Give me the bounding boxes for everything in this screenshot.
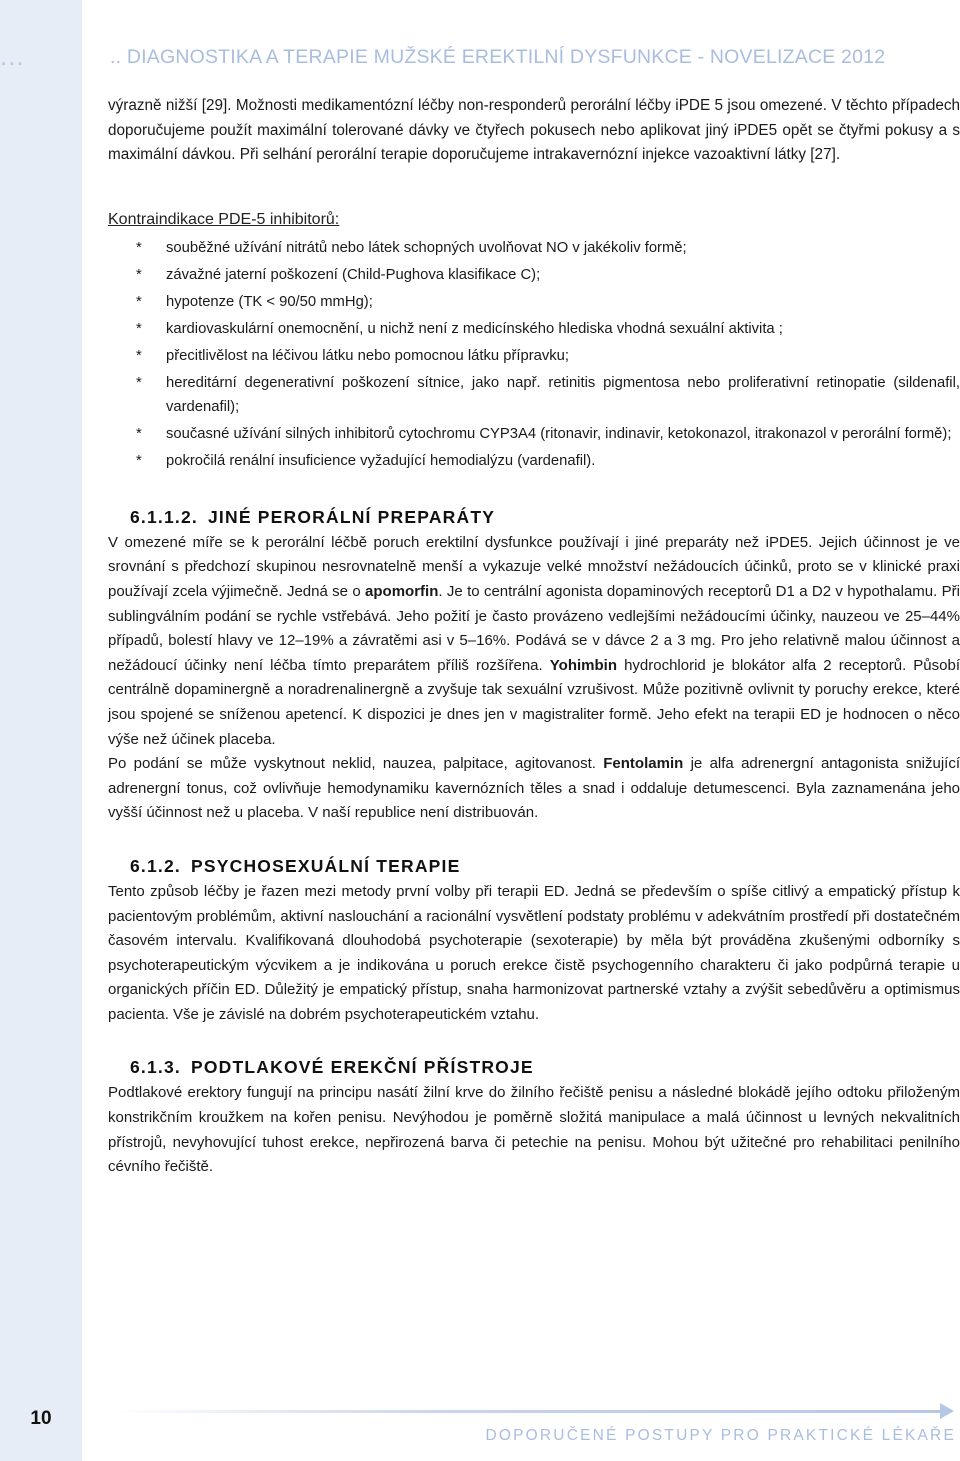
section-heading-vacuum-devices — [130, 1055, 960, 1079]
list-item — [108, 290, 960, 314]
header-dots: ... — [0, 41, 25, 71]
term-yohimbin: Yohimbin — [549, 656, 617, 674]
psychosexual-therapy-paragraph: Tento způsob léčby je řazen mezi metody první volby při terapii ED. Jedná se především o spíše citlivý a empatický přístup k pacientovým problémům, aktivní naslouchání a racionální vysvětlení podstaty problému v adekvátním prostředí při dostatečném časovém intervalu. Kvalifikovaná dlouhodobá psychoterapie (sexoterapie) by měla být prováděna zkušenými odborníky s psychoterapeutickým výcvikem a je indikována u poruch erekce čistě psychogenního charakteru či jako podpůrná terapie u organických příčin ED. Důležitý je empatický přístup, snaha harmonizovat partnerské vztahy a zvýšit sebedůvěru a optimismus pacienta. Vše je závislé na dobrém psychoterapeutickém vztahu. — [108, 882, 960, 1023]
page-content — [108, 94, 960, 1180]
text-run: Po podání se může vyskytnout neklid, nauzea, palpitace, agitovanost. — [108, 755, 604, 773]
footer-arrow-icon — [940, 1403, 954, 1419]
running-header — [0, 38, 960, 78]
bullet-star: * — [136, 320, 142, 337]
text-run: je alfa adrenergní antagonista snižující adrenergní tonus, což ovlivňuje hemodynamiku kavernózních těles a snad i oddaluje detumescenci. Byla zaznamenána jeho vyšší účinnost než u placeba. V naší republice není distribuován. — [108, 755, 960, 822]
oral-preparations-paragraph-1 — [108, 531, 960, 752]
list-item — [108, 236, 960, 260]
list-item-text: souběžné užívání nitrátů nebo látek schopných uvolňovat NO v jakékoliv formě; — [166, 239, 687, 256]
vacuum-devices-paragraph: Podtlakové erektory fungují na principu nasátí žilní krve do žilního řečiště penisu a následné blokádě jejího odtoku přiloženým konstrikčním kroužkem na kořen penisu. Nevýhodou je poměrně složitá manipulace a malá účinnost u levných nekvalitních přístrojů, nevyhovující tuhost erekce, nepřirozená barva či petechie na penisu. Mohou být užitečné pro rehabilitaci penilního cévního řečiště. — [108, 1084, 960, 1176]
text-run: . Je to centrální agonista dopaminových receptorů D1 a D2 v hypothalamu. Při sublingválním podání se rychle vstřebává. Jeho požití je často provázeno vedlejšími nežádoucími účinky, nauzeou ve 25–44% případů, bolestí hlavy ve 12–19% a závratěmi asi v 5–16%. Podává se v dávce 2 a 3 mg. Pro jeho relativně malou účinnost a nežádoucí účinky není léčba tímto preparátem příliš rozšířena. — [108, 582, 960, 674]
list-item-text: hereditární degenerativní poškození sítnice, jako např. retinitis pigmentosa nebo proliferativní retinopatie (sildenafil, vardenafil); — [166, 374, 960, 415]
left-margin-band — [0, 0, 82, 1461]
section-title: PSYCHOSEXUÁLNÍ TERAPIE — [190, 855, 461, 876]
footer-series-title: DOPORUČENÉ POSTUPY PRO PRAKTICKÉ LÉKAŘE — [485, 1427, 956, 1444]
contraindications-title: Kontraindikace PDE-5 inhibitorů: — [108, 210, 340, 228]
section-heading-oral-preparations — [130, 505, 960, 529]
bullet-star: * — [136, 452, 142, 469]
intro-paragraph: výrazně nižší [29]. Možnosti medikamentózní léčby non-responderů perorální léčby iPDE 5 jsou omezené. V těchto případech doporučujeme použít maximální tolerované dávky ve čtyřech pokusech nebo aplikovat jiný iPDE5 opět se čtyřmi pokusy a s maximální dávkou. Při selhání perorální terapie doporučujeme intrakavernózní injekce vazoaktivní látky [27]. — [108, 97, 960, 164]
list-item-text: hypotenze (TK < 90/50 mmHg); — [166, 293, 373, 310]
section-number: 6.1.3. — [130, 1057, 181, 1078]
list-item — [108, 317, 960, 341]
section-title: PODTLAKOVÉ EREKČNÍ PŘÍSTROJE — [190, 1057, 534, 1078]
text-run: V omezené míře se k perorální léčbě poruch erektilní dysfunkce používají i jiné preparáty než iPDE5. Jejich účinnost je ve srovnání s předchozí skupinou nesrovnatelně menší a vykazuje velké množství nežádoucích účinků, proto se v klinické praxi používají zcela výjimečně. Jedná se o — [108, 533, 960, 600]
bullet-star: * — [136, 347, 142, 364]
text-run: hydrochlorid je blokátor alfa 2 receptorů. Působí centrálně dopaminergně a noradrenalinergně a zvyšuje tak sexuální vzrušivost. Může pozitivně ovlivnit ty poruchy erekce, které jsou spojené se sníženou apetencí. K dispozici je dnes jen v magistraliter formě. Jeho efekt na terapii ED je hodnocen o něco výše než účinek placeba. — [108, 656, 960, 748]
bullet-star: * — [136, 239, 142, 256]
term-apomorfin: apomorfin — [365, 582, 439, 600]
oral-preparations-paragraph-2 — [108, 752, 960, 826]
section-heading-psychosexual-therapy — [130, 854, 960, 878]
bullet-star: * — [136, 266, 142, 283]
list-item — [108, 422, 960, 446]
header-title: .. DIAGNOSTIKA A TERAPIE MUŽSKÉ EREKTILNÍ DYSFUNKCE - NOVELIZACE 2012 — [110, 46, 886, 68]
list-item-text: kardiovaskulární onemocnění, u nichž není z medicínského hlediska vhodná sexuální aktivita ; — [166, 320, 783, 337]
bullet-star: * — [136, 293, 142, 310]
list-item-text: závažné jaterní poškození (Child-Pughova klasifikace C); — [166, 266, 541, 283]
contraindications-list — [108, 236, 960, 473]
section-title: JINÉ PERORÁLNÍ PREPARÁTY — [207, 506, 496, 527]
term-fentolamin: Fentolamin — [603, 755, 684, 773]
footer-divider-line — [110, 1410, 950, 1413]
list-item — [108, 449, 960, 473]
bullet-star: * — [136, 425, 142, 442]
list-item — [108, 263, 960, 287]
page-number: 10 — [30, 1408, 52, 1429]
list-item — [108, 371, 960, 419]
section-number: 6.1.2. — [130, 855, 181, 876]
section-number: 6.1.1.2. — [130, 506, 198, 527]
list-item — [108, 344, 960, 368]
list-item-text: přecitlivělost na léčivou látku nebo pomocnou látku přípravku; — [166, 347, 570, 364]
bullet-star: * — [136, 374, 142, 391]
list-item-text: pokročilá renální insuficience vyžadující hemodialýzu (vardenafil). — [166, 452, 596, 469]
list-item-text: současné užívání silných inhibitorů cytochromu CYP3A4 (ritonavir, indinavir, ketokonazol, itrakonazol v perorální formě); — [166, 425, 952, 442]
